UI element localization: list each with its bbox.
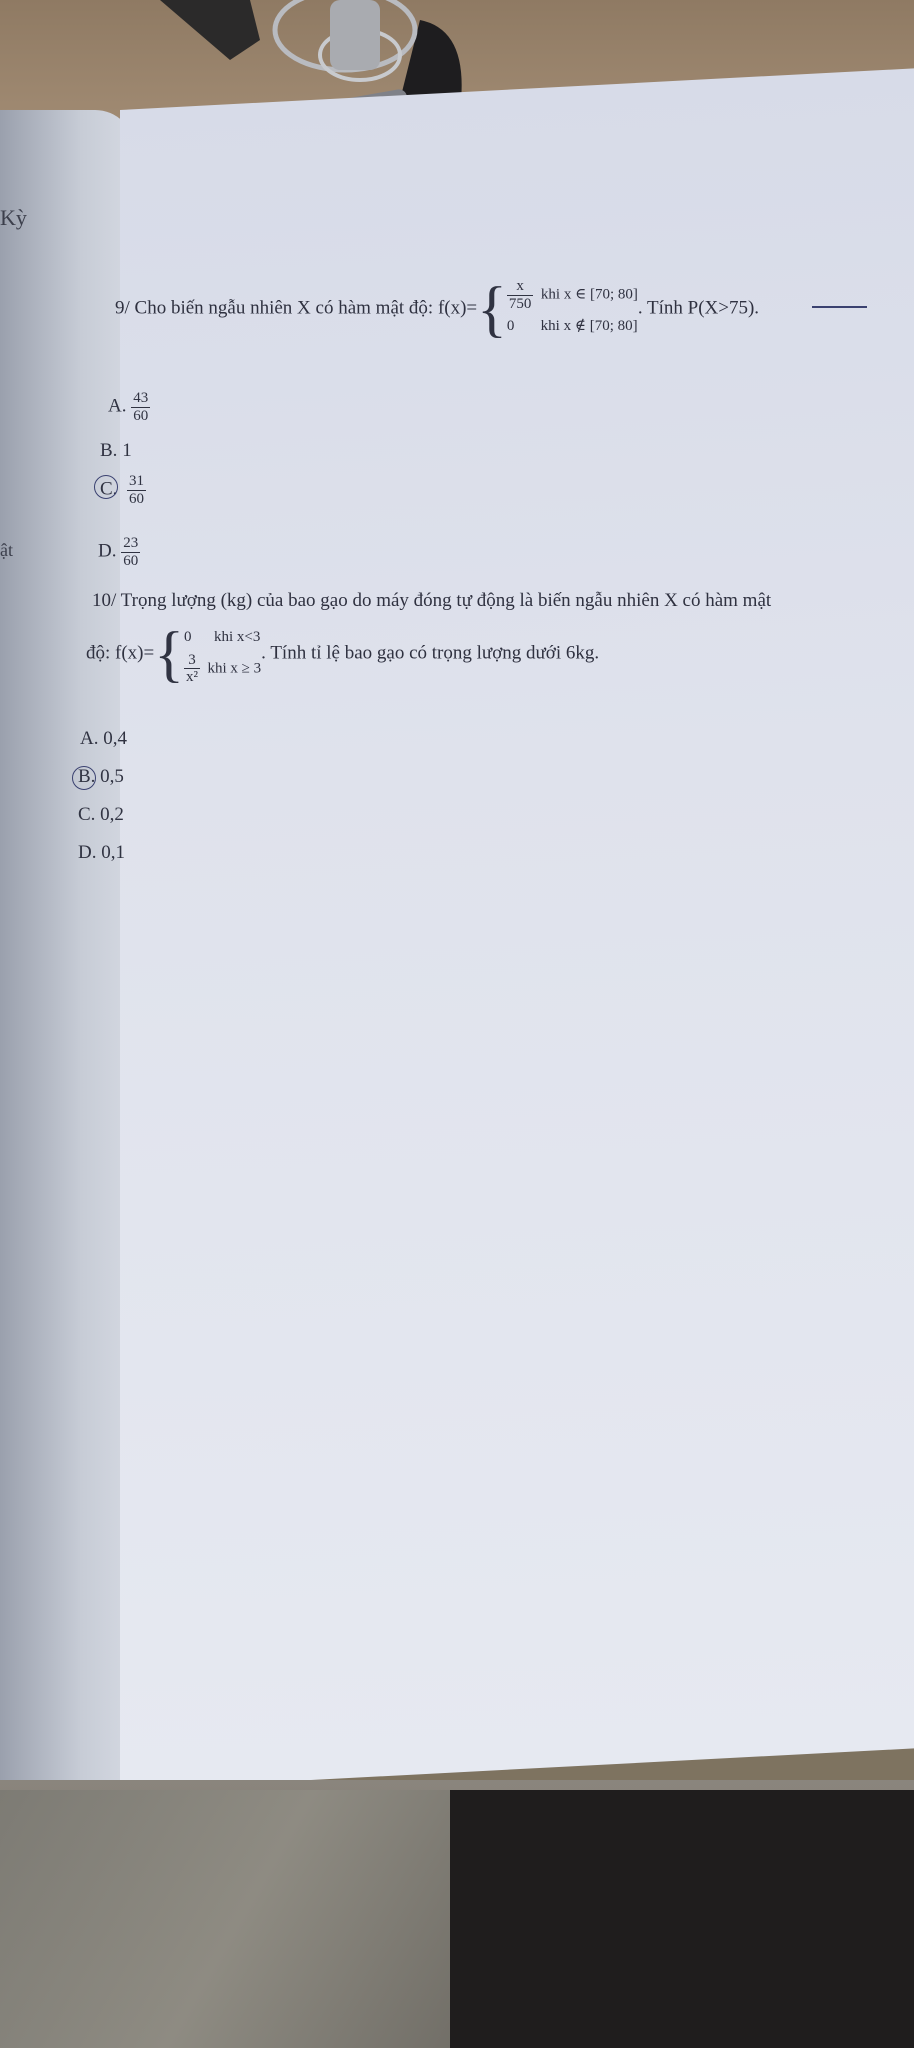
q9-case2-val: 0 <box>506 318 515 334</box>
q10-option-c: C. 0,2 <box>78 804 124 825</box>
q9-option-c: C. $\frac{31}{60}$ <box>100 473 144 507</box>
q10-option-d: D. 0,1 <box>78 842 125 863</box>
edge-text-mid: ật <box>0 540 13 560</box>
q9-brace: { <box>477 275 507 344</box>
q9-option-d: D. $\frac{23}{60}$ <box>98 535 139 569</box>
q9-option-a: A. $\frac{43}{60}$ <box>108 390 149 424</box>
q9-case1-cond: khi x ∈ [70; 80] <box>540 286 638 303</box>
fabric-left <box>0 1790 480 2048</box>
edge-text-top: Kỳ <box>0 205 27 230</box>
q10-option-a: A. 0,4 <box>80 728 127 749</box>
handwritten-underline <box>812 306 867 308</box>
q9-suffix: . Tính P(X>75). <box>637 297 760 319</box>
question-10-line1: 10/ Trọng lượng (kg) của bao gạo do máy đóng tự động là biến ngẫu nhiên X có hàm mật <box>92 590 772 611</box>
q9-cases <box>507 278 638 341</box>
q9-case1-den: 750 <box>508 295 532 312</box>
q9-case2-cond: khi x ∉ [70; 80] <box>540 318 638 334</box>
left-page <box>0 110 135 1810</box>
q9-prefix: 9/ Cho biến ngẫu nhiên X có hàm mật độ: f(x)= <box>115 297 478 319</box>
q9-case1-num: x <box>507 278 534 296</box>
question-10-line2: độ: f(x)={ 0 khi x<3 $\frac{3}{\text{x²}}$ khi x ≥ 3 . Tính tỉ lệ bao gạo có trọng lượng dưới 6kg. <box>86 620 600 689</box>
q9-option-b: B. 1 <box>100 440 132 461</box>
answer-circle-q10 <box>72 766 96 790</box>
question-9 <box>115 275 760 344</box>
q10-option-b: B. 0,5 <box>78 766 124 787</box>
answer-circle-q9 <box>94 475 118 499</box>
fabric-right <box>450 1790 914 2048</box>
